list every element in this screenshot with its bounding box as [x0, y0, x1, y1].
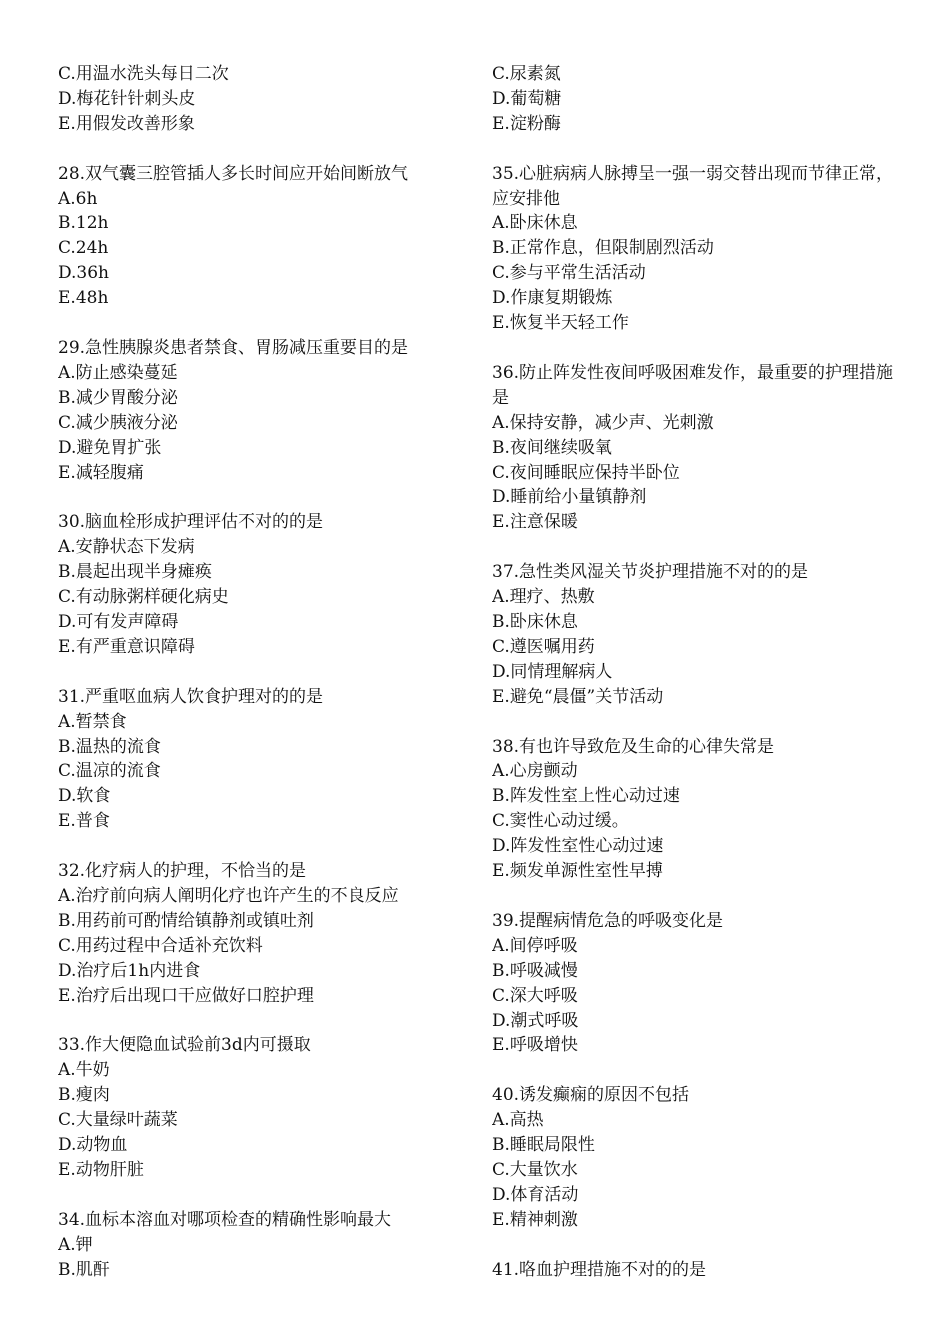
question-block: [492, 1258, 902, 1283]
answer-option: A.暂禁食: [58, 711, 127, 732]
question-text: 38.有也许导致危及生命的心律失常是: [492, 736, 775, 757]
answer-option: C.遵医嘱用药: [492, 636, 595, 657]
answer-option: B.卧床休息: [492, 612, 578, 632]
question-text: 30.脑血栓形成护理评估不对的的是: [58, 512, 324, 533]
answer-option: B.瘦肉: [58, 1085, 110, 1106]
question-block: [58, 510, 468, 659]
question-text: 28.双气囊三腔管插人多长时间应开始间断放气: [58, 163, 409, 184]
answer-option: E.动物肝脏: [58, 1159, 144, 1180]
question-block: [58, 1033, 468, 1182]
answer-option: D.梅花针针刺头皮: [58, 88, 196, 109]
answer-option: D.葡萄糖: [492, 88, 562, 109]
answer-option: E.注意保暖: [492, 512, 578, 533]
answer-option: C.温凉的流食: [58, 761, 161, 782]
answer-option: A.安静状态下发病: [58, 537, 195, 558]
answer-option: C.深大呼吸: [492, 985, 578, 1006]
question-text: 39.提醒病情危急的呼吸变化是: [492, 910, 724, 931]
answer-option: E.淀粉酶: [492, 113, 561, 134]
answer-option: D.动物血: [58, 1135, 128, 1156]
answer-option: A.间停呼吸: [492, 935, 578, 956]
question-block: [492, 909, 902, 1058]
answer-option: A.防止感染蔓延: [58, 362, 178, 383]
question-text: 29.急性胰腺炎患者禁食、胃肠减压重要目的是: [58, 338, 409, 359]
question-text: 33.作大便隐血试验前3d内可摄取: [58, 1035, 311, 1056]
question-block: [492, 62, 902, 137]
left-column: [58, 62, 468, 1308]
question-block: [58, 859, 468, 1008]
answer-option: C.减少胰液分泌: [58, 412, 178, 433]
answer-option: E.有严重意识障碍: [58, 636, 195, 657]
answer-option: C.参与平常生活活动: [492, 263, 646, 284]
answer-option: A.高热: [492, 1110, 544, 1131]
answer-option: C.夜间睡眠应保持半卧位: [492, 462, 680, 483]
question-block: [492, 162, 902, 336]
question-text: 37.急性类风湿关节炎护理措施不对的的是: [492, 562, 809, 583]
answer-option: B.肌酐: [58, 1259, 110, 1280]
answer-option: E.避免“晨僵”关节活动: [492, 686, 664, 707]
answer-option: A.卧床休息: [492, 213, 578, 234]
answer-option: E.减轻腹痛: [58, 462, 144, 483]
question-text: 41.咯血护理措施不对的的是: [492, 1259, 707, 1280]
question-block: [58, 336, 468, 485]
answer-option: B.呼吸减慢: [492, 960, 578, 981]
answer-option: E.呼吸增快: [492, 1035, 578, 1056]
answer-option: B.夜间继续吸氧: [492, 437, 612, 458]
answer-option: A.牛奶: [58, 1060, 110, 1081]
answer-option: C.大量饮水: [492, 1159, 578, 1180]
answer-option: E.精神刺激: [492, 1209, 578, 1230]
answer-option: C.大量绿叶蔬菜: [58, 1110, 178, 1131]
answer-option: B.阵发性室上性心动过速: [492, 786, 680, 807]
question-block: [492, 560, 902, 709]
question-text: 34.血标本溶血对哪项检查的精确性影响最大: [58, 1209, 392, 1230]
question-text: 32.化疗病人的护理，不恰当的是: [58, 861, 307, 882]
answer-option: C.尿素氮: [492, 64, 561, 84]
answer-option: B.用药前可酌情给镇静剂或镇吐剂: [58, 910, 314, 931]
answer-option: B.晨起出现半身瘫痪: [58, 562, 212, 583]
question-text: 35.心脏病病人脉搏呈一强一弱交替出现而节律正常，应安排他: [492, 163, 894, 209]
answer-option: D.体育活动: [492, 1184, 579, 1205]
question-block: [58, 62, 468, 137]
answer-option: A.心房颤动: [492, 761, 578, 782]
answer-option: A.理疗、热敷: [492, 587, 595, 608]
answer-option: D.潮式呼吸: [492, 1010, 579, 1031]
question-block: [492, 361, 902, 535]
answer-option: C.用温水洗头每日二次: [58, 64, 229, 84]
answer-option: A.钾: [58, 1234, 93, 1255]
answer-option: D.同情理解病人: [492, 661, 613, 682]
question-text: 40.诱发癫痫的原因不包括: [492, 1085, 690, 1106]
answer-option: E.治疗后出现口干应做好口腔护理: [58, 985, 314, 1006]
answer-option: A.6h: [58, 188, 98, 209]
answer-option: E.普食: [58, 811, 110, 832]
question-text: 36.防止阵发性夜间呼吸困难发作，最重要的护理措施是: [492, 362, 894, 408]
answer-option: C.24h: [58, 238, 109, 259]
answer-option: C.有动脉粥样硬化病史: [58, 587, 229, 608]
answer-option: B.减少胃酸分泌: [58, 387, 178, 408]
answer-option: A.保持安静，减少声、光刺激: [492, 412, 714, 433]
answer-option: E.用假发改善形象: [58, 113, 195, 134]
answer-option: E.频发单源性室性早搏: [492, 861, 663, 882]
answer-option: D.可有发声障碍: [58, 611, 179, 632]
answer-option: D.睡前给小量镇静剂: [492, 487, 647, 508]
answer-option: B.睡眠局限性: [492, 1135, 595, 1156]
answer-option: B.12h: [58, 213, 109, 234]
question-text: 31.严重呕血病人饮食护理对的的是: [58, 686, 324, 707]
answer-option: B.正常作息，但限制剧烈活动: [492, 238, 714, 259]
answer-option: B.温热的流食: [58, 736, 161, 757]
answer-option: D.治疗后1h内进食: [58, 960, 201, 981]
answer-option: C.用药过程中合适补充饮料: [58, 935, 263, 956]
answer-option: C.窦性心动过缓。: [492, 811, 629, 832]
answer-option: E.恢复半天轻工作: [492, 313, 629, 334]
question-block: [58, 1208, 468, 1283]
answer-option: D.软食: [58, 786, 111, 807]
question-block: [492, 735, 902, 884]
answer-option: D.36h: [58, 263, 110, 284]
question-block: [58, 685, 468, 834]
answer-option: D.阵发性室性心动过速: [492, 836, 664, 857]
right-column: [492, 62, 902, 1308]
question-block: [492, 1083, 902, 1232]
question-block: [58, 162, 468, 311]
answer-option: D.避免胃扩张: [58, 437, 162, 458]
answer-option: D.作康复期锻炼: [492, 288, 613, 309]
answer-option: E.48h: [58, 288, 109, 309]
answer-option: A.治疗前向病人阐明化疗也许产生的不良反应: [58, 886, 399, 907]
